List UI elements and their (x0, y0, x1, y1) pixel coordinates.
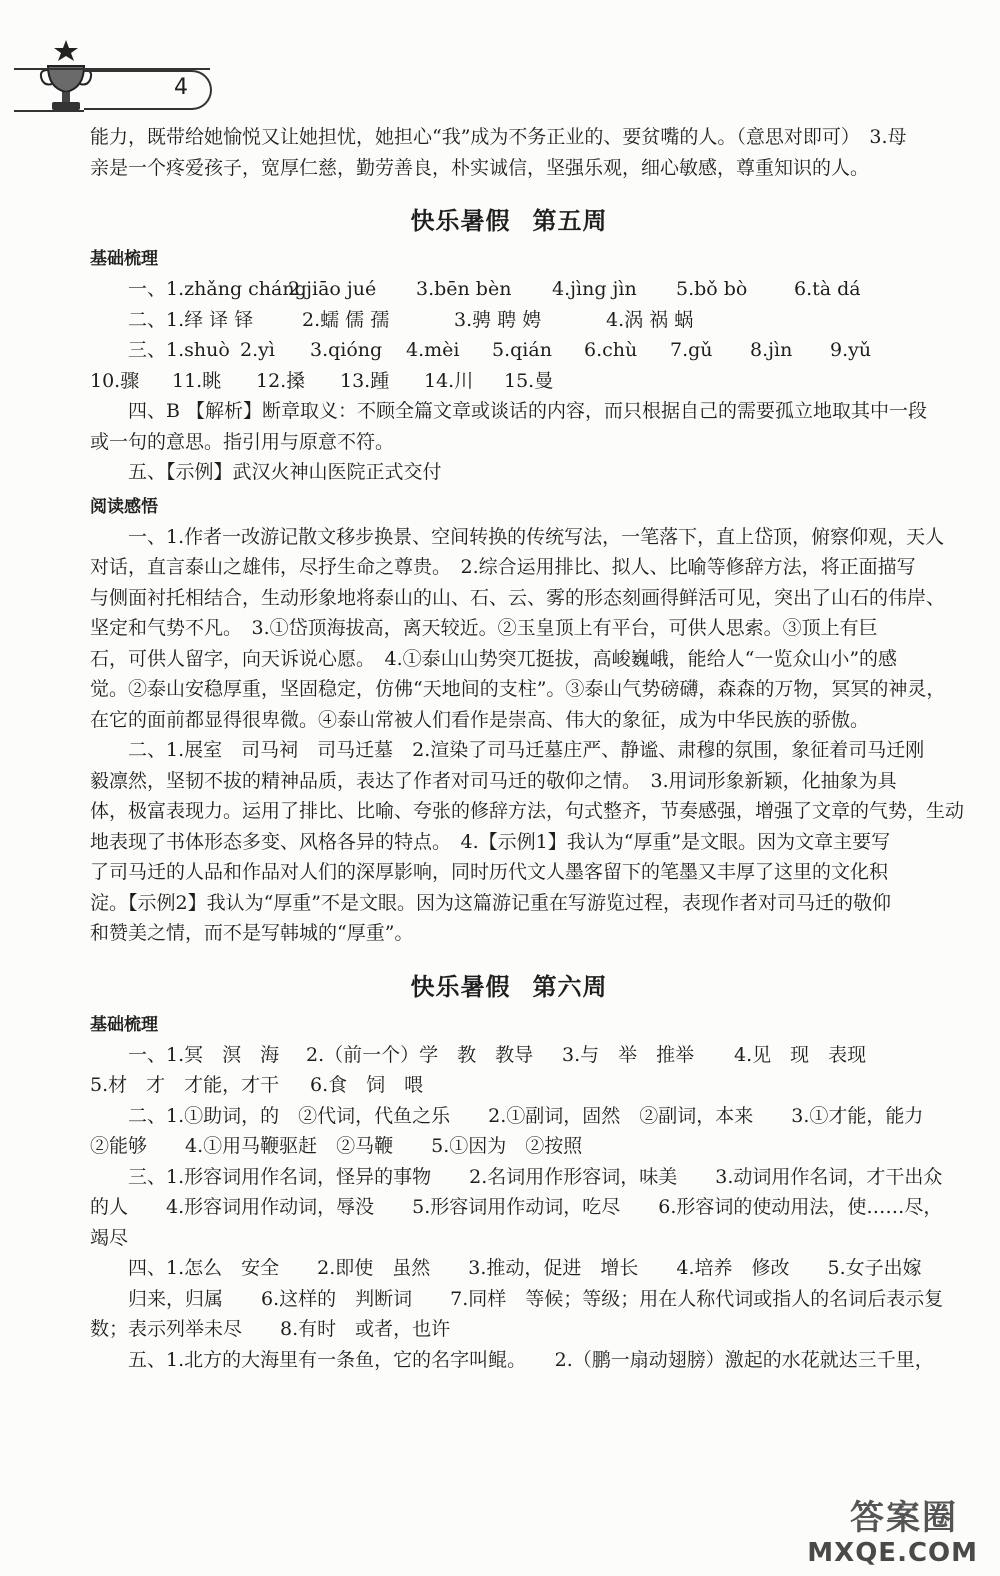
answer-row (90, 305, 928, 336)
answer-row (90, 366, 928, 397)
answer-item: 6.食 饲 喂 (310, 1074, 424, 1096)
answer-item: 2.蠕 儒 孺 (302, 308, 390, 331)
week6-basics-heading: 基础梳理 (90, 1014, 158, 1035)
week5-q4 (90, 396, 928, 457)
answer-item: 9.yǔ (830, 339, 872, 361)
answer-item: 4.mèi (406, 339, 460, 361)
week6-q4 (90, 1253, 944, 1345)
page-header (14, 38, 214, 118)
text-line: 五、1.北方的大海里有一条鱼，它的名字叫鲲。 2.（鹏一扇动翅膀）激起的水花就达三千里， (128, 1348, 934, 1371)
title-text: 快乐暑假 (410, 207, 511, 235)
answer-item: 2.jiāo jué (288, 278, 377, 300)
answer-item: 三、1.shuò (128, 339, 230, 361)
answer-item: 15.曼 (504, 369, 554, 392)
text-line: 四、1.怎么 安全 2.即使 虽然 3.推动，促进 增长 4.培养 修改 5.女子出嫁 (128, 1257, 922, 1279)
text-line: 四、B 【解析】断章取义：不顾全篇文章或谈话的内容，而只根据自己的需要孤立地取其中一段 (128, 400, 928, 422)
text-line: 数；表示列举未尽 8.有时 或者，也许 (90, 1318, 451, 1340)
answer-item: 3.与 举 推举 (562, 1043, 695, 1066)
title-week: 第六周 (532, 972, 608, 1001)
answer-item: 13.踵 (340, 369, 390, 392)
answer-item: 14.川 (424, 369, 474, 392)
answer-row (90, 1040, 928, 1071)
answer-item: 3.bēn bèn (416, 278, 512, 300)
text-line: 的人 4.形容词用作动词，辱没 5.形容词用作动词，吃尽 6.形容词的使动用法，使……尽， (90, 1196, 943, 1218)
text-line: 与侧面衬托相结合，生动形象地将泰山的山、石、云、雾的形态刻画得鲜活可见，突出了山石的伟岸、 (90, 586, 946, 609)
text-line: 归来，归属 6.这样的 判断词 7.同样 等候；等级；用在人称代词或指人的名词后表示复 (128, 1287, 944, 1310)
answer-row (90, 1070, 928, 1101)
answer-item: 5.bǒ bò (676, 278, 748, 300)
watermark-badge: 答案圈 (850, 1498, 958, 1538)
answer-item: 10.骤 (90, 369, 140, 392)
intro-paragraph (90, 122, 928, 183)
answer-item: 6.chù (584, 339, 638, 361)
site-watermark (793, 1488, 978, 1568)
answer-item: 4.涡 祸 蜗 (606, 308, 694, 331)
text-line: 对话，直言泰山之雄伟，尽抒生命之尊贵。 2.综合运用排比、拟人、比喻等修辞方法，将正面描写 (90, 556, 916, 578)
week5-reading-heading: 阅读感悟 (90, 496, 158, 517)
text-line: 竭尽 (90, 1226, 129, 1249)
watermark-site: MXQE.COM (807, 1538, 978, 1568)
text-line: 石，可供人留字，向天诉说心愿。 4.①泰山山势突兀挺拔，高峻巍峨，能给人“一览众山小”的感 (90, 647, 898, 670)
answer-item: 11.眺 (172, 369, 222, 392)
text-line: 亲是一个疼爱孩子，宽厚仁慈，勤劳善良，朴实诚信，坚强乐观，细心敏感，尊重知识的人。 (90, 156, 870, 179)
text-line: 在它的面前都显得很卑微。④泰山常被人们看作是崇高、伟大的象征，成为中华民族的骄傲。 (90, 708, 870, 731)
answer-item: 4.见 现 表现 (734, 1043, 867, 1066)
answer-item: 8.jìn (750, 339, 793, 361)
answer-item: 5.材 才 才能，才干 (90, 1074, 280, 1096)
text-line: 二、1.展室 司马祠 司马迁墓 2.渲染了司马迁墓庄严、静谧、肃穆的氛围，象征着司马迁刚 (128, 739, 925, 761)
text-line: 三、1.形容词用作名词，怪异的事物 2.名词用作形容词，味美 3.动词用作名词，才干出众 (128, 1165, 943, 1188)
week5-reading-part1 (90, 522, 946, 736)
title-week: 第五周 (532, 207, 608, 235)
header-rule-bottom (14, 110, 84, 112)
week5-title (90, 201, 928, 236)
answer-item: 二、1.绎 译 铎 (128, 308, 254, 331)
text-line: 体，极富表现力。运用了排比、比喻、夸张的修辞方法，句式整齐，节奏感强，增强了文章的气势，生动 (90, 800, 965, 822)
text-line: 觉。②泰山安稳厚重，坚固稳定，仿佛“天地间的支柱”。③泰山气势磅礴，森森的万物，冥冥的神灵， (90, 678, 946, 700)
text-line: ②能够 4.①用马鞭驱赶 ②马鞭 5.①因为 ②按照 (90, 1135, 583, 1157)
text-line: 一、1.作者一改游记散文移步换景、空间转换的传统写法，一笔落下，直上岱顶，俯察仰观，天人 (128, 525, 945, 548)
answer-item: 一、1.冥 溟 海 (128, 1043, 280, 1066)
week5-basics-heading: 基础梳理 (90, 249, 158, 269)
answer-item: 7.gǔ (670, 339, 713, 361)
page-number: 4 (174, 75, 188, 100)
week6-q3 (90, 1162, 943, 1254)
text-line: 淀。【示例2】我认为“厚重”不是文眼。因为这篇游记重在写游览过程，表现作者对司马迁的敬仰 (90, 891, 892, 914)
answer-item: 6.tà dá (794, 278, 861, 300)
answer-item: 4.jìng jìn (552, 278, 637, 300)
text-line: 二、1.①助词，的 ②代词，代鱼之乐 2.①副词，固然 ②副词，本来 3.①才能，能力 (128, 1104, 924, 1127)
week5-q5 (90, 457, 928, 488)
answer-content (90, 122, 965, 1375)
answer-item: 2.yì (240, 339, 275, 361)
text-line: 了司马迁的人品和作品对人们的深厚影响，同时历代文人墨客留下的笔墨又丰厚了这里的文化积 (90, 861, 889, 883)
answer-item: 5.qián (492, 339, 552, 361)
answer-item: 3.qióng (310, 339, 383, 361)
answer-row (90, 335, 928, 366)
week6-q2 (90, 1101, 928, 1162)
text-line: 和赞美之情，而不是写韩城的“厚重”。 (90, 922, 414, 944)
text-line: 地表现了书体形态多变、风格各异的特点。 4.【示例1】我认为“厚重”是文眼。因为文章主要写 (90, 830, 891, 853)
text-line: 或一句的意思。指引用与原意不符。 (90, 430, 395, 453)
week5-reading-part2 (90, 735, 965, 949)
answer-row (90, 274, 928, 305)
answer-item: 一、1.zhǎng cháng (128, 278, 307, 300)
answer-item: 2.（前一个）学 教 教导 (306, 1043, 534, 1066)
text-line: 五、【示例】武汉火神山医院正式交付 (128, 461, 442, 483)
answer-item: 12.搡 (256, 369, 306, 392)
week6-q5 (90, 1345, 934, 1376)
week6-title (90, 967, 928, 1002)
text-line: 毅凛然，坚韧不拔的精神品质，表达了作者对司马迁的敬仰之情。 3.用词形象新颖，化抽象为具 (90, 769, 897, 792)
text-line: 坚定和气势不凡。 3.①岱顶海拔高，离天较近。②玉皇顶上有平台，可供人思索。③顶上有巨 (90, 617, 878, 639)
text-line: 能力，既带给她愉悦又让她担忧，她担心“我”成为不务正业的、要贫嘴的人。（意思对即可） 3.母 (90, 126, 907, 148)
page-number-tab (84, 70, 212, 110)
answer-item: 3.骋 聘 娉 (454, 308, 542, 331)
title-text: 快乐暑假 (410, 972, 511, 1001)
